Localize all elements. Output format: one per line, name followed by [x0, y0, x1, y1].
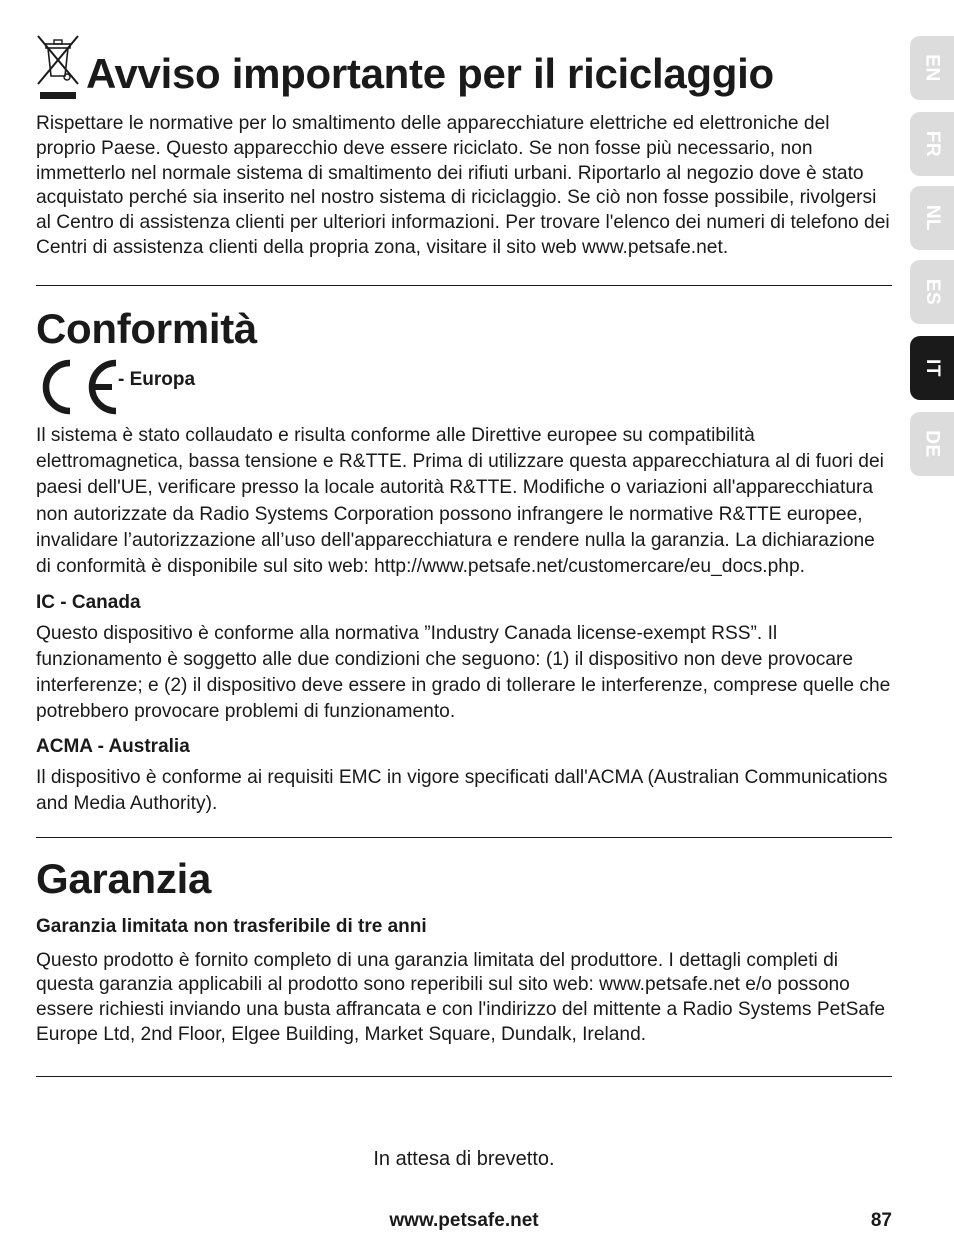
- tab-de[interactable]: [910, 412, 954, 476]
- divider: [36, 1076, 892, 1077]
- tab-nl[interactable]: [910, 186, 954, 250]
- crossed-bin-icon: [36, 32, 80, 100]
- warranty-body: Questo prodotto è fornito completo di una garanzia limitata del produttore. I dettagli completi di questa garanzia applicabili al prodotto sono reperibili sul sito web: www.petsafe.net e/o possono essere richiesti inviando una busta affrancata e con l'indirizzo del mittente a Radio Systems PetSafe Europe Ltd, 2nd Floor, Elgee Building, Market Square, Dundalk, Ireland.: [36, 949, 886, 1045]
- australia-body: Il dispositivo è conforme ai requisiti EMC in vigore specificati dall'ACMA (Australian Communications and Media Authority).: [36, 766, 888, 814]
- recycling-title-row: [36, 30, 892, 100]
- tab-es[interactable]: [910, 260, 954, 324]
- tab-label: IT: [921, 359, 943, 377]
- ce-europe-label: - Europa: [118, 368, 196, 390]
- tab-label: NL: [921, 204, 943, 232]
- canada-body: Questo dispositivo è conforme alla normativa ”Industry Canada license-exempt RSS”. Il funzionamento è soggetto alle due condizioni che seguono: (1) il dispositivo non deve provocare interferenze; e (2) il dispositivo deve essere in grado di tollerare le interferenze, comprese quelle che potrebbero provocare problemi di funzionamento.: [36, 622, 891, 722]
- tab-it[interactable]: [910, 336, 954, 400]
- patent-note: In attesa di brevetto.: [373, 1148, 555, 1170]
- recycling-title: Avviso importante per il riciclaggio: [86, 50, 774, 97]
- tab-label: DE: [922, 430, 943, 458]
- canada-heading: IC - Canada: [36, 591, 141, 613]
- divider: [36, 837, 892, 838]
- tab-label: FR: [921, 130, 943, 158]
- tab-en[interactable]: [910, 36, 954, 100]
- tab-label: EN: [922, 54, 943, 82]
- ce-row: [36, 357, 892, 417]
- conformity-title: Conformità: [36, 304, 257, 352]
- europe-body: Il sistema è stato collaudato e risulta conforme alle Direttive europee su compatibilità elettromagnetica, bassa tensione e R&TTE. Prima di utilizzare questa apparecchiatura al di fuori dei paesi dell'UE, verificare presso la locale autorità R&TTE. Modifiche o variazioni all'apparecchiatura non autorizzate da Radio Systems Corporation possono infrangere le normative R&TTE europee, invalidare l’autorizzazione all’uso dell'apparecchiatura e rendere nulla la garanzia. La dichiarazione di conformità è disponibile sul sito web: http://www.petsafe.net/customercare/eu_docs.php.: [36, 424, 884, 578]
- australia-heading: ACMA - Australia: [36, 735, 190, 757]
- tab-fr[interactable]: [910, 112, 954, 176]
- footer-website: www.petsafe.net: [389, 1210, 539, 1231]
- divider: [36, 285, 892, 286]
- ce-mark-icon: [36, 357, 118, 417]
- tab-label: ES: [921, 278, 943, 306]
- page-number: 87: [870, 1210, 892, 1231]
- warranty-subheading: Garanzia limitata non trasferibile di tre anni: [36, 915, 427, 937]
- warranty-title: Garanzia: [36, 854, 212, 902]
- recycling-body: Rispettare le normative per lo smaltimento delle apparecchiature elettriche ed elettroniche del proprio Paese. Questo apparecchio deve essere riciclato. Se non fosse più necessario, non immetterlo nel normale sistema di smaltimento dei rifiuti urbani. Riportarlo al negozio dove è stato acquistato perché sia inserito nel nostro sistema di riciclaggio. Se ciò non fosse possibile, rivolgersi al Centro di assistenza clienti per ulteriori informazioni. Per trovare l'elenco dei numeri di telefono dei Centri di assistenza clienti della propria zona, visitare il sito web www.petsafe.net.: [36, 113, 890, 258]
- page-content: [36, 30, 892, 1077]
